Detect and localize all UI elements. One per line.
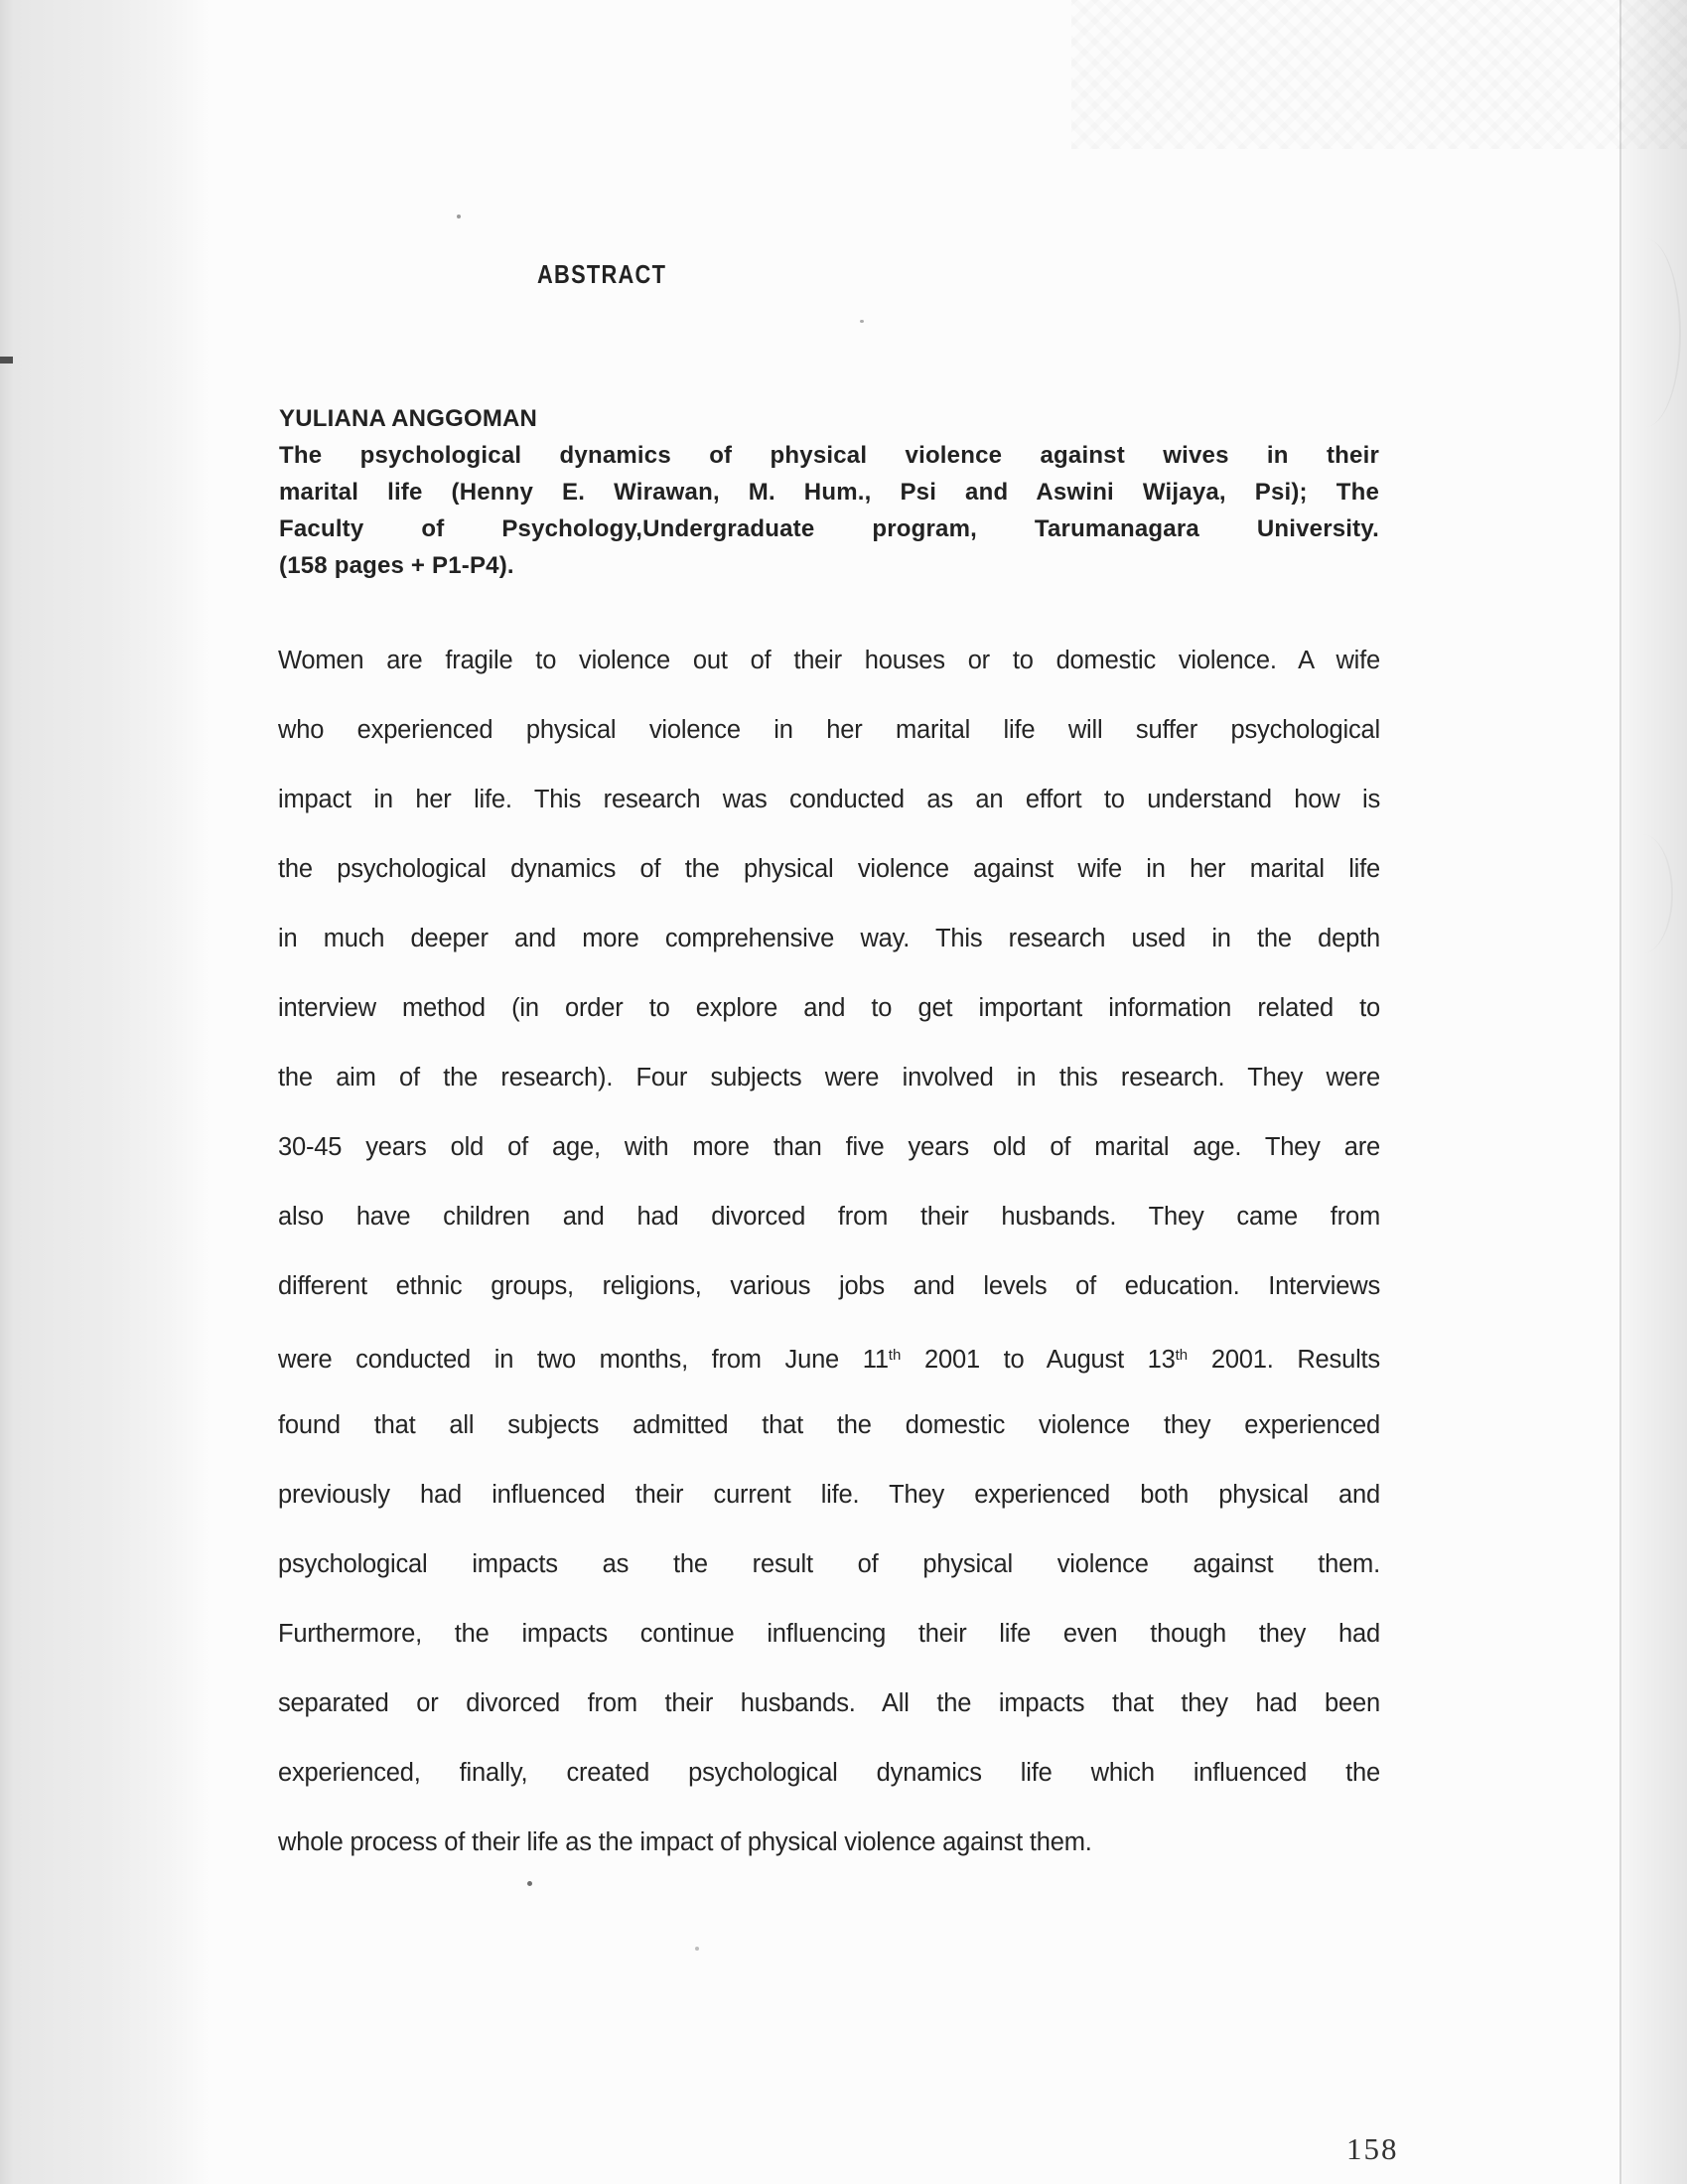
body-line: also have children and had divorced from their husbands. They came from: [278, 1203, 1380, 1231]
body-line: whole process of their life as the impact of physical violence against them.: [278, 1828, 1092, 1856]
thesis-title-line: marital life (Henny E. Wirawan, M. Hum., Psi and Aswini Wijaya, Psi); The: [279, 479, 1379, 506]
abstract-body: [278, 626, 1380, 1877]
ordinal-superscript: th: [1175, 1347, 1189, 1364]
body-line: previously had influenced their current life. They experienced both physical and: [278, 1481, 1380, 1509]
scan-artifact-dot: [527, 1881, 532, 1886]
body-line: impact in her life. This research was conducted as an effort to understand how is: [278, 786, 1380, 813]
thesis-pages-line: (158 pages + P1-P4).: [279, 552, 514, 579]
body-line: 30-45 years old of age, with more than five years old of marital age. They are: [278, 1133, 1380, 1161]
body-line: who experienced physical violence in her marital life will suffer psychological: [278, 716, 1380, 744]
body-line: experienced, finally, created psychological dynamics life which influenced the: [278, 1759, 1380, 1787]
body-line: different ethnic groups, religions, various jobs and levels of education. Interviews: [278, 1272, 1380, 1300]
body-line-segment: 2001 to August 13: [901, 1346, 1176, 1374]
author-block: [279, 400, 1379, 584]
scan-texture-top-right: [1071, 0, 1687, 149]
body-line: separated or divorced from their husbands. All the impacts that they had been: [278, 1689, 1380, 1717]
author-name: YULIANA ANGGOMAN: [279, 405, 538, 432]
page-title: ABSTRACT: [537, 259, 667, 289]
body-line: psychological impacts as the result of physical violence against them.: [278, 1550, 1380, 1578]
page-curl-streak: [1610, 238, 1681, 427]
page-curl-streak: [1612, 834, 1673, 953]
body-line: found that all subjects admitted that the domestic violence they experienced: [278, 1411, 1380, 1439]
body-line: the psychological dynamics of the physical violence against wife in her marital life: [278, 855, 1380, 883]
body-line-segment: 2001. Results: [1188, 1346, 1380, 1374]
body-line: Furthermore, the impacts continue influencing their life even though they had: [278, 1620, 1380, 1648]
scan-artifact-dash: [0, 357, 13, 364]
scan-artifact-speck: [695, 1947, 699, 1951]
scan-artifact-speck: [457, 215, 461, 218]
thesis-title-line: The psychological dynamics of physical violence against wives in their: [279, 442, 1379, 469]
scan-artifact-speck: [860, 320, 864, 323]
thesis-title-line: Faculty of Psychology,Undergraduate program, Tarumanagara University.: [279, 515, 1379, 542]
body-line: the aim of the research). Four subjects were involved in this research. They were: [278, 1064, 1380, 1092]
page-number: 158: [1346, 2131, 1399, 2166]
body-line: Women are fragile to violence out of their houses or to domestic violence. A wife: [278, 647, 1380, 674]
ordinal-superscript: th: [888, 1347, 902, 1364]
body-line-with-dates: [278, 1321, 1380, 1390]
body-line-segment: were conducted in two months, from June 11: [278, 1346, 889, 1374]
scan-shadow-left-edge: [0, 0, 211, 2184]
body-line: interview method (in order to explore and to get important information related to: [278, 994, 1380, 1022]
body-line: in much deeper and more comprehensive way. This research used in the depth: [278, 925, 1380, 952]
